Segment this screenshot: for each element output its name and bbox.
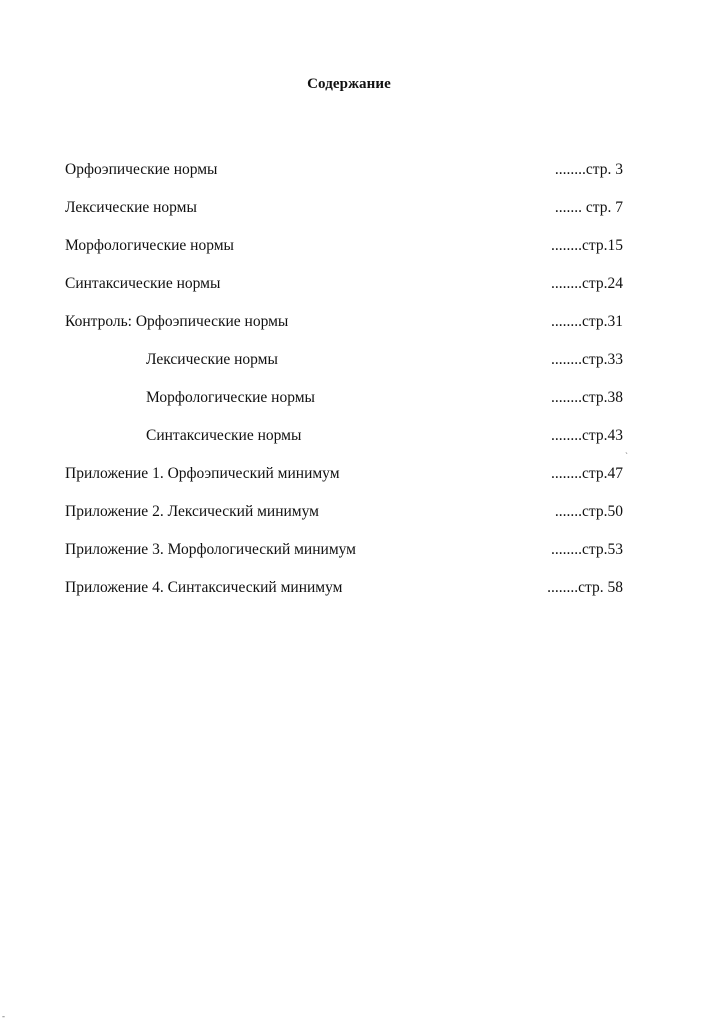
toc-entry-sub — [0, 388, 711, 426]
toc-entry-page: ........стр.53 — [551, 541, 623, 558]
toc-entry-page: ........стр.24 — [551, 275, 623, 292]
toc-entry-label: Лексические нормы — [65, 199, 197, 216]
toc-entry-page: ........стр.31 — [551, 313, 623, 330]
table-of-contents — [0, 160, 711, 616]
toc-entry-page: ........стр.47 — [551, 465, 623, 482]
toc-entry-page: .......стр.50 — [554, 503, 623, 520]
toc-entry-page: ........стр.33 — [551, 351, 623, 368]
toc-entry-label: Орфоэпические нормы — [65, 161, 218, 178]
toc-entry-label: Приложение 3. Морфологический минимум — [65, 541, 356, 558]
toc-entry-label: Синтаксические нормы — [146, 427, 302, 444]
toc-entry-label: Приложение 2. Лексический минимум — [65, 503, 319, 520]
toc-entry-page: ....... стр. 7 — [554, 199, 623, 216]
toc-entry — [0, 160, 711, 198]
toc-entry-page: ........стр.38 — [551, 389, 623, 406]
toc-entry — [0, 198, 711, 236]
toc-entry-label: Морфологические нормы — [146, 389, 315, 406]
scan-speck: ` — [625, 451, 628, 461]
toc-entry — [0, 464, 711, 502]
toc-entry — [0, 502, 711, 540]
toc-entry-label: Приложение 1. Орфоэпический минимум — [65, 465, 340, 482]
toc-entry-label: Синтаксические нормы — [65, 275, 221, 292]
toc-entry-label: Морфологические нормы — [65, 237, 234, 254]
toc-entry — [0, 578, 711, 616]
toc-entry — [0, 312, 711, 350]
toc-entry-label: Контроль: Орфоэпические нормы — [65, 313, 289, 330]
toc-entry — [0, 540, 711, 578]
toc-entry-page: ........стр.15 — [551, 237, 623, 254]
toc-entry — [0, 236, 711, 274]
toc-entry-label: Приложение 4. Синтаксический минимум — [65, 579, 343, 596]
toc-entry-page: ........стр.43 — [551, 427, 623, 444]
scan-speck: - — [2, 1011, 5, 1021]
toc-entry-sub — [0, 350, 711, 388]
toc-entry-page: ........стр. 3 — [554, 161, 623, 178]
page-title: Содержание — [307, 76, 391, 92]
toc-entry-page: ........стр. 58 — [547, 579, 623, 596]
toc-entry-label: Лексические нормы — [146, 351, 278, 368]
toc-entry — [0, 274, 711, 312]
toc-entry-sub — [0, 426, 711, 464]
